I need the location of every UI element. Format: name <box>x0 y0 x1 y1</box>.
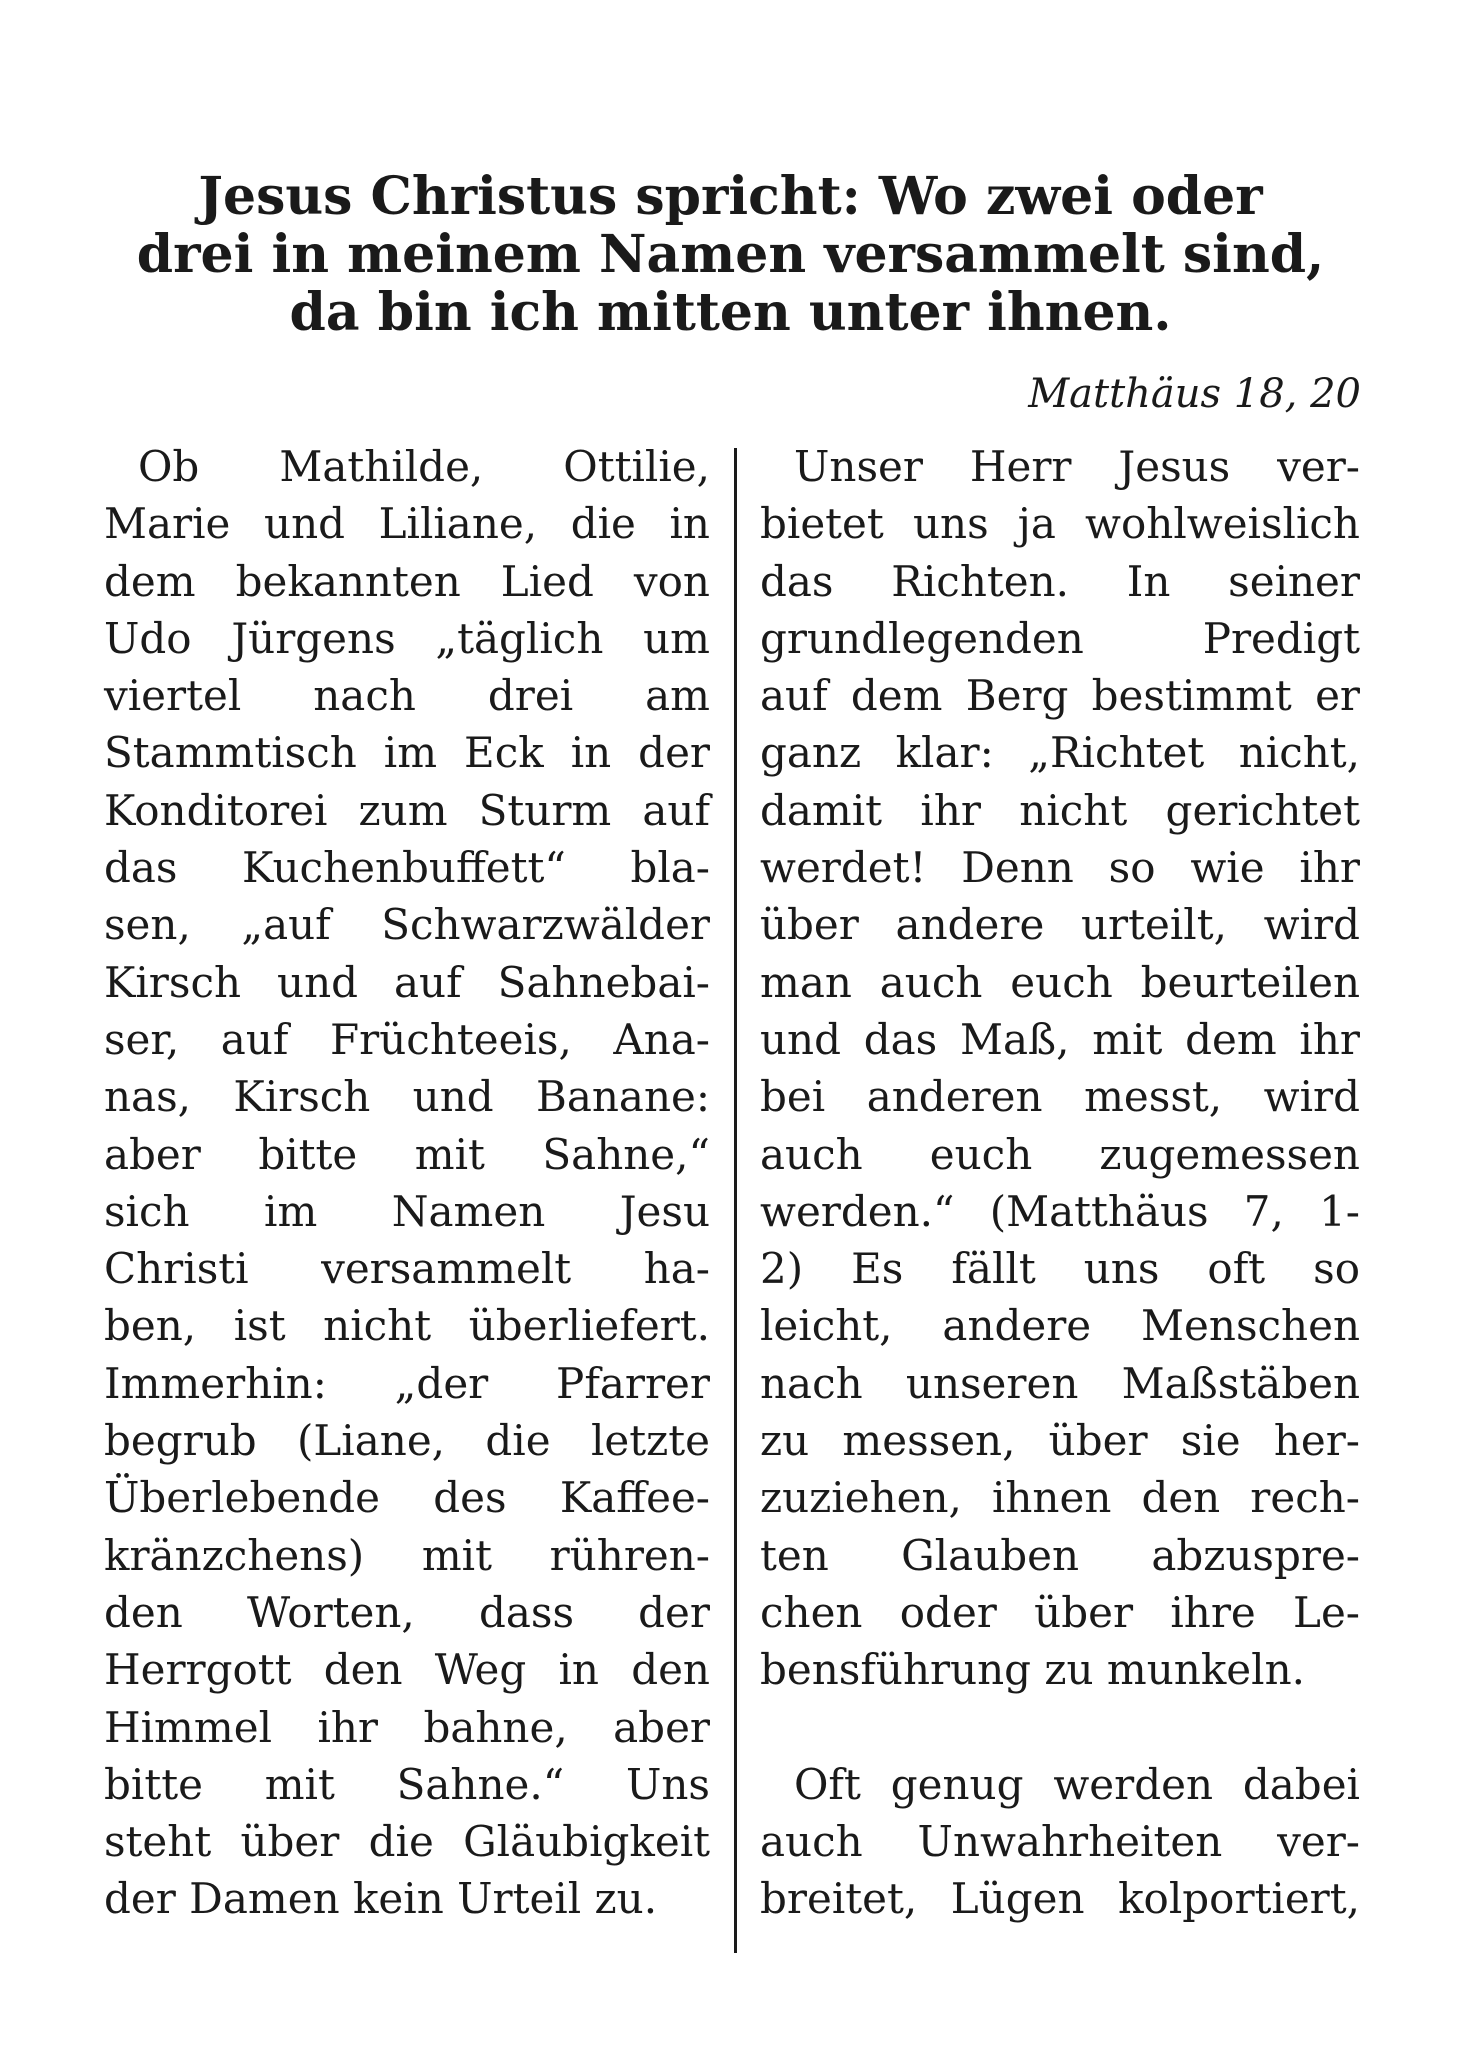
text-line: Udo Jürgens „täglich um <box>104 613 710 663</box>
text-line: auch euch zugemessen <box>760 1129 1360 1179</box>
paragraph-gap <box>760 1699 1360 1756</box>
text-line: werden.“ (Matthäus 7, 1- <box>760 1186 1360 1236</box>
text-line: steht über die Gläubigkeit <box>104 1817 710 1867</box>
text-line: ser, auf Früchteeis, Ana- <box>104 1014 710 1064</box>
text-line: werdet! Denn so wie ihr <box>760 843 1360 893</box>
text-line: kränzchens) mit rühren- <box>104 1530 710 1580</box>
heading-line: drei in meinem Namen versammelt sind, <box>136 224 1325 285</box>
text-line: bei anderen messt, wird <box>760 1072 1360 1122</box>
text-line: bitte mit Sahne.“ Uns <box>104 1759 710 1809</box>
heading-quote <box>100 168 1361 342</box>
text-line: Marie und Liliane, die in <box>104 499 710 549</box>
text-line: zu messen, über sie her- <box>760 1416 1360 1466</box>
text-line: zuziehen, ihnen den rech- <box>760 1473 1360 1523</box>
text-line: bietet uns ja wohlweislich <box>760 499 1360 549</box>
left-column <box>104 438 710 1928</box>
text-line: der Damen kein Urteil zu. <box>104 1874 658 1924</box>
text-line: ganz klar: „Richtet nicht, <box>760 728 1360 778</box>
text-line: Ob Mathilde, Ottilie, <box>138 442 710 491</box>
text-line: Immerhin: „der Pfarrer <box>104 1358 710 1408</box>
text-line: bensführung zu munkeln. <box>760 1645 1305 1695</box>
text-line: viertel nach drei am <box>104 671 710 721</box>
bible-reference: Matthäus 18, 20 <box>1028 371 1361 417</box>
text-line: den Worten, dass der <box>104 1587 710 1637</box>
text-line: aber bitte mit Sahne,“ <box>104 1129 710 1179</box>
text-line: Oft genug werden dabei <box>794 1759 1360 1809</box>
text-line: über andere urteilt, wird <box>760 900 1360 950</box>
text-line: Unser Herr Jesus ver- <box>794 442 1360 491</box>
text-line: Kirsch und auf Sahnebai- <box>104 957 710 1007</box>
text-line: Herrgott den Weg in den <box>104 1645 710 1695</box>
text-line: breitet, Lügen kolportiert, <box>760 1874 1360 1924</box>
text-line: 2) Es fällt uns oft so <box>760 1244 1360 1294</box>
text-line: leicht, andere Menschen <box>760 1301 1360 1351</box>
column-divider <box>734 448 737 1953</box>
text-line: sen, „auf Schwarzwälder <box>104 900 710 950</box>
text-line: Himmel ihr bahne, aber <box>104 1702 710 1752</box>
text-line: Christi versammelt ha- <box>104 1244 710 1294</box>
text-line: auf dem Berg bestimmt er <box>760 671 1360 721</box>
text-line: nas, Kirsch und Banane: <box>104 1072 710 1122</box>
text-line: nach unseren Maßstäben <box>760 1358 1360 1408</box>
text-line: chen oder über ihre Le- <box>760 1587 1360 1637</box>
heading-line: da bin ich mitten unter ihnen. <box>289 282 1172 343</box>
text-line: auch Unwahrheiten ver- <box>760 1817 1360 1867</box>
heading-line: Jesus Christus spricht: Wo zwei oder <box>198 166 1263 227</box>
text-line: Überlebende des Kaffee- <box>104 1473 710 1523</box>
text-line: Stammtisch im Eck in der <box>104 728 710 778</box>
text-line: und das Maß, mit dem ihr <box>760 1014 1360 1064</box>
text-line: Konditorei zum Sturm auf <box>104 785 710 835</box>
text-line: grundlegenden Predigt <box>760 613 1360 663</box>
text-line: das Kuchenbuffett“ bla- <box>104 843 710 893</box>
text-line: ten Glauben abzuspre- <box>760 1530 1360 1580</box>
text-line: damit ihr nicht gerichtet <box>760 785 1360 835</box>
right-column <box>760 438 1360 1928</box>
text-line: begrub (Liane, die letzte <box>104 1416 710 1466</box>
text-line: man auch euch beurteilen <box>760 957 1360 1007</box>
text-line: dem bekannten Lied von <box>104 556 710 606</box>
text-line: das Richten. In seiner <box>760 556 1360 606</box>
text-line: ben, ist nicht überliefert. <box>104 1301 710 1351</box>
text-line: sich im Namen Jesu <box>104 1186 710 1236</box>
